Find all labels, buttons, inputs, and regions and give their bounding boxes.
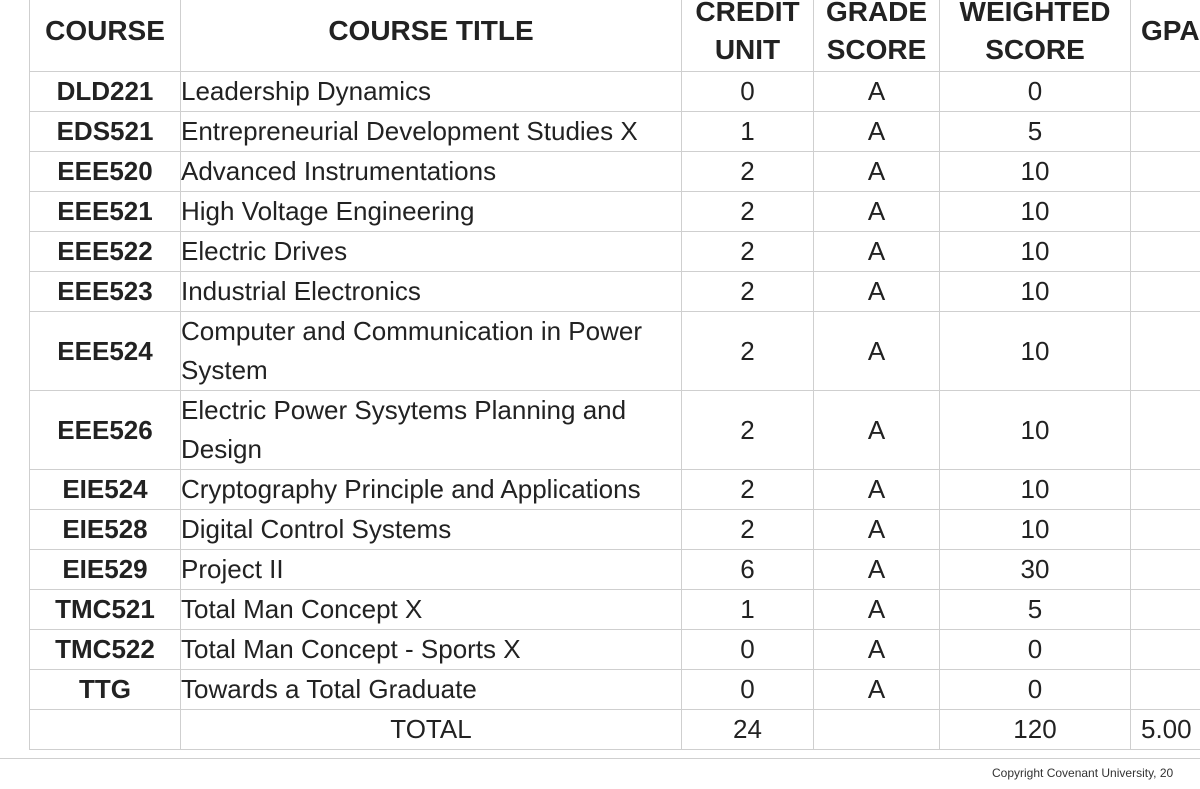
total-grade-empty [814, 710, 940, 750]
header-course: COURSE [30, 0, 181, 72]
credit-unit: 1 [682, 590, 814, 630]
table-row [30, 510, 1200, 550]
gpa-cell [1131, 670, 1200, 710]
course-code: EEE521 [30, 192, 181, 232]
table-row [30, 272, 1200, 312]
course-code: EDS521 [30, 112, 181, 152]
credit-unit: 2 [682, 152, 814, 192]
course-title: Project II [181, 550, 682, 590]
gpa-cell [1131, 590, 1200, 630]
copyright-text: Copyright Covenant University, 20 [992, 766, 1174, 780]
total-label: TOTAL [181, 710, 682, 750]
header-row [30, 0, 1200, 72]
weighted-score: 10 [940, 152, 1131, 192]
weighted-score: 10 [940, 470, 1131, 510]
course-title: Industrial Electronics [181, 272, 682, 312]
course-code: TMC521 [30, 590, 181, 630]
weighted-score: 0 [940, 72, 1131, 112]
course-code: EIE528 [30, 510, 181, 550]
credit-unit: 2 [682, 312, 814, 391]
grade-score: A [814, 550, 940, 590]
table-row [30, 232, 1200, 272]
header-weighted-score: WEIGHTED SCORE [940, 0, 1131, 72]
table-row [30, 470, 1200, 510]
table-row [30, 192, 1200, 232]
weighted-score: 10 [940, 272, 1131, 312]
grade-score: A [814, 312, 940, 391]
course-title: Towards a Total Graduate [181, 670, 682, 710]
gpa-cell [1131, 630, 1200, 670]
gpa-cell [1131, 152, 1200, 192]
course-title: High Voltage Engineering [181, 192, 682, 232]
grade-score: A [814, 470, 940, 510]
grade-score: A [814, 192, 940, 232]
weighted-score: 10 [940, 510, 1131, 550]
course-title: Computer and Communication in Power System [181, 312, 682, 391]
header-grade-score: GRADE SCORE [814, 0, 940, 72]
gpa-cell [1131, 272, 1200, 312]
gpa-cell [1131, 112, 1200, 152]
table-row [30, 391, 1200, 470]
course-code: EEE526 [30, 391, 181, 470]
credit-unit: 2 [682, 192, 814, 232]
weighted-score: 10 [940, 192, 1131, 232]
course-title: Digital Control Systems [181, 510, 682, 550]
weighted-score: 0 [940, 670, 1131, 710]
weighted-score: 0 [940, 630, 1131, 670]
gpa-cell [1131, 232, 1200, 272]
grade-score: A [814, 391, 940, 470]
course-title: Entrepreneurial Development Studies X [181, 112, 682, 152]
grade-score: A [814, 152, 940, 192]
weighted-score: 5 [940, 112, 1131, 152]
course-title: Cryptography Principle and Applications [181, 470, 682, 510]
course-title: Advanced Instrumentations [181, 152, 682, 192]
credit-unit: 2 [682, 272, 814, 312]
credit-unit: 0 [682, 72, 814, 112]
credit-unit: 2 [682, 391, 814, 470]
credit-unit: 1 [682, 112, 814, 152]
weighted-score: 10 [940, 232, 1131, 272]
gpa-cell [1131, 192, 1200, 232]
table-row [30, 312, 1200, 391]
course-code: EIE524 [30, 470, 181, 510]
course-title: Electric Power Sysytems Planning and Design [181, 391, 682, 470]
table-row [30, 72, 1200, 112]
results-table [29, 0, 1200, 750]
course-code: EEE520 [30, 152, 181, 192]
weighted-score: 10 [940, 391, 1131, 470]
footer-divider [0, 758, 1200, 759]
header-gpa: GPA [1131, 0, 1200, 72]
gpa-cell [1131, 312, 1200, 391]
table-row [30, 590, 1200, 630]
gpa-cell [1131, 550, 1200, 590]
table-row [30, 670, 1200, 710]
course-code: DLD221 [30, 72, 181, 112]
gpa-cell [1131, 72, 1200, 112]
weighted-score: 5 [940, 590, 1131, 630]
credit-unit: 2 [682, 232, 814, 272]
total-credit-unit: 24 [682, 710, 814, 750]
course-code: TMC522 [30, 630, 181, 670]
weighted-score: 30 [940, 550, 1131, 590]
grade-score: A [814, 630, 940, 670]
grade-score: A [814, 112, 940, 152]
header-course-title: COURSE TITLE [181, 0, 682, 72]
table-row [30, 112, 1200, 152]
course-code: TTG [30, 670, 181, 710]
table-row [30, 152, 1200, 192]
total-gpa: 5.00 [1131, 710, 1200, 750]
gpa-cell [1131, 510, 1200, 550]
grade-score: A [814, 670, 940, 710]
course-title: Total Man Concept - Sports X [181, 630, 682, 670]
gpa-cell [1131, 470, 1200, 510]
credit-unit: 0 [682, 670, 814, 710]
credit-unit: 2 [682, 510, 814, 550]
credit-unit: 2 [682, 470, 814, 510]
grade-score: A [814, 232, 940, 272]
credit-unit: 6 [682, 550, 814, 590]
total-weighted-score: 120 [940, 710, 1131, 750]
grade-score: A [814, 510, 940, 550]
total-row [30, 710, 1200, 750]
grade-score: A [814, 272, 940, 312]
header-credit-unit: CREDIT UNIT [682, 0, 814, 72]
credit-unit: 0 [682, 630, 814, 670]
grade-score: A [814, 72, 940, 112]
course-code: EIE529 [30, 550, 181, 590]
course-code: EEE523 [30, 272, 181, 312]
weighted-score: 10 [940, 312, 1131, 391]
grade-score: A [814, 590, 940, 630]
course-title: Total Man Concept X [181, 590, 682, 630]
course-code: EEE524 [30, 312, 181, 391]
table-row [30, 550, 1200, 590]
course-title: Electric Drives [181, 232, 682, 272]
total-empty-cell [30, 710, 181, 750]
course-title: Leadership Dynamics [181, 72, 682, 112]
gpa-cell [1131, 391, 1200, 470]
table-row [30, 630, 1200, 670]
course-code: EEE522 [30, 232, 181, 272]
